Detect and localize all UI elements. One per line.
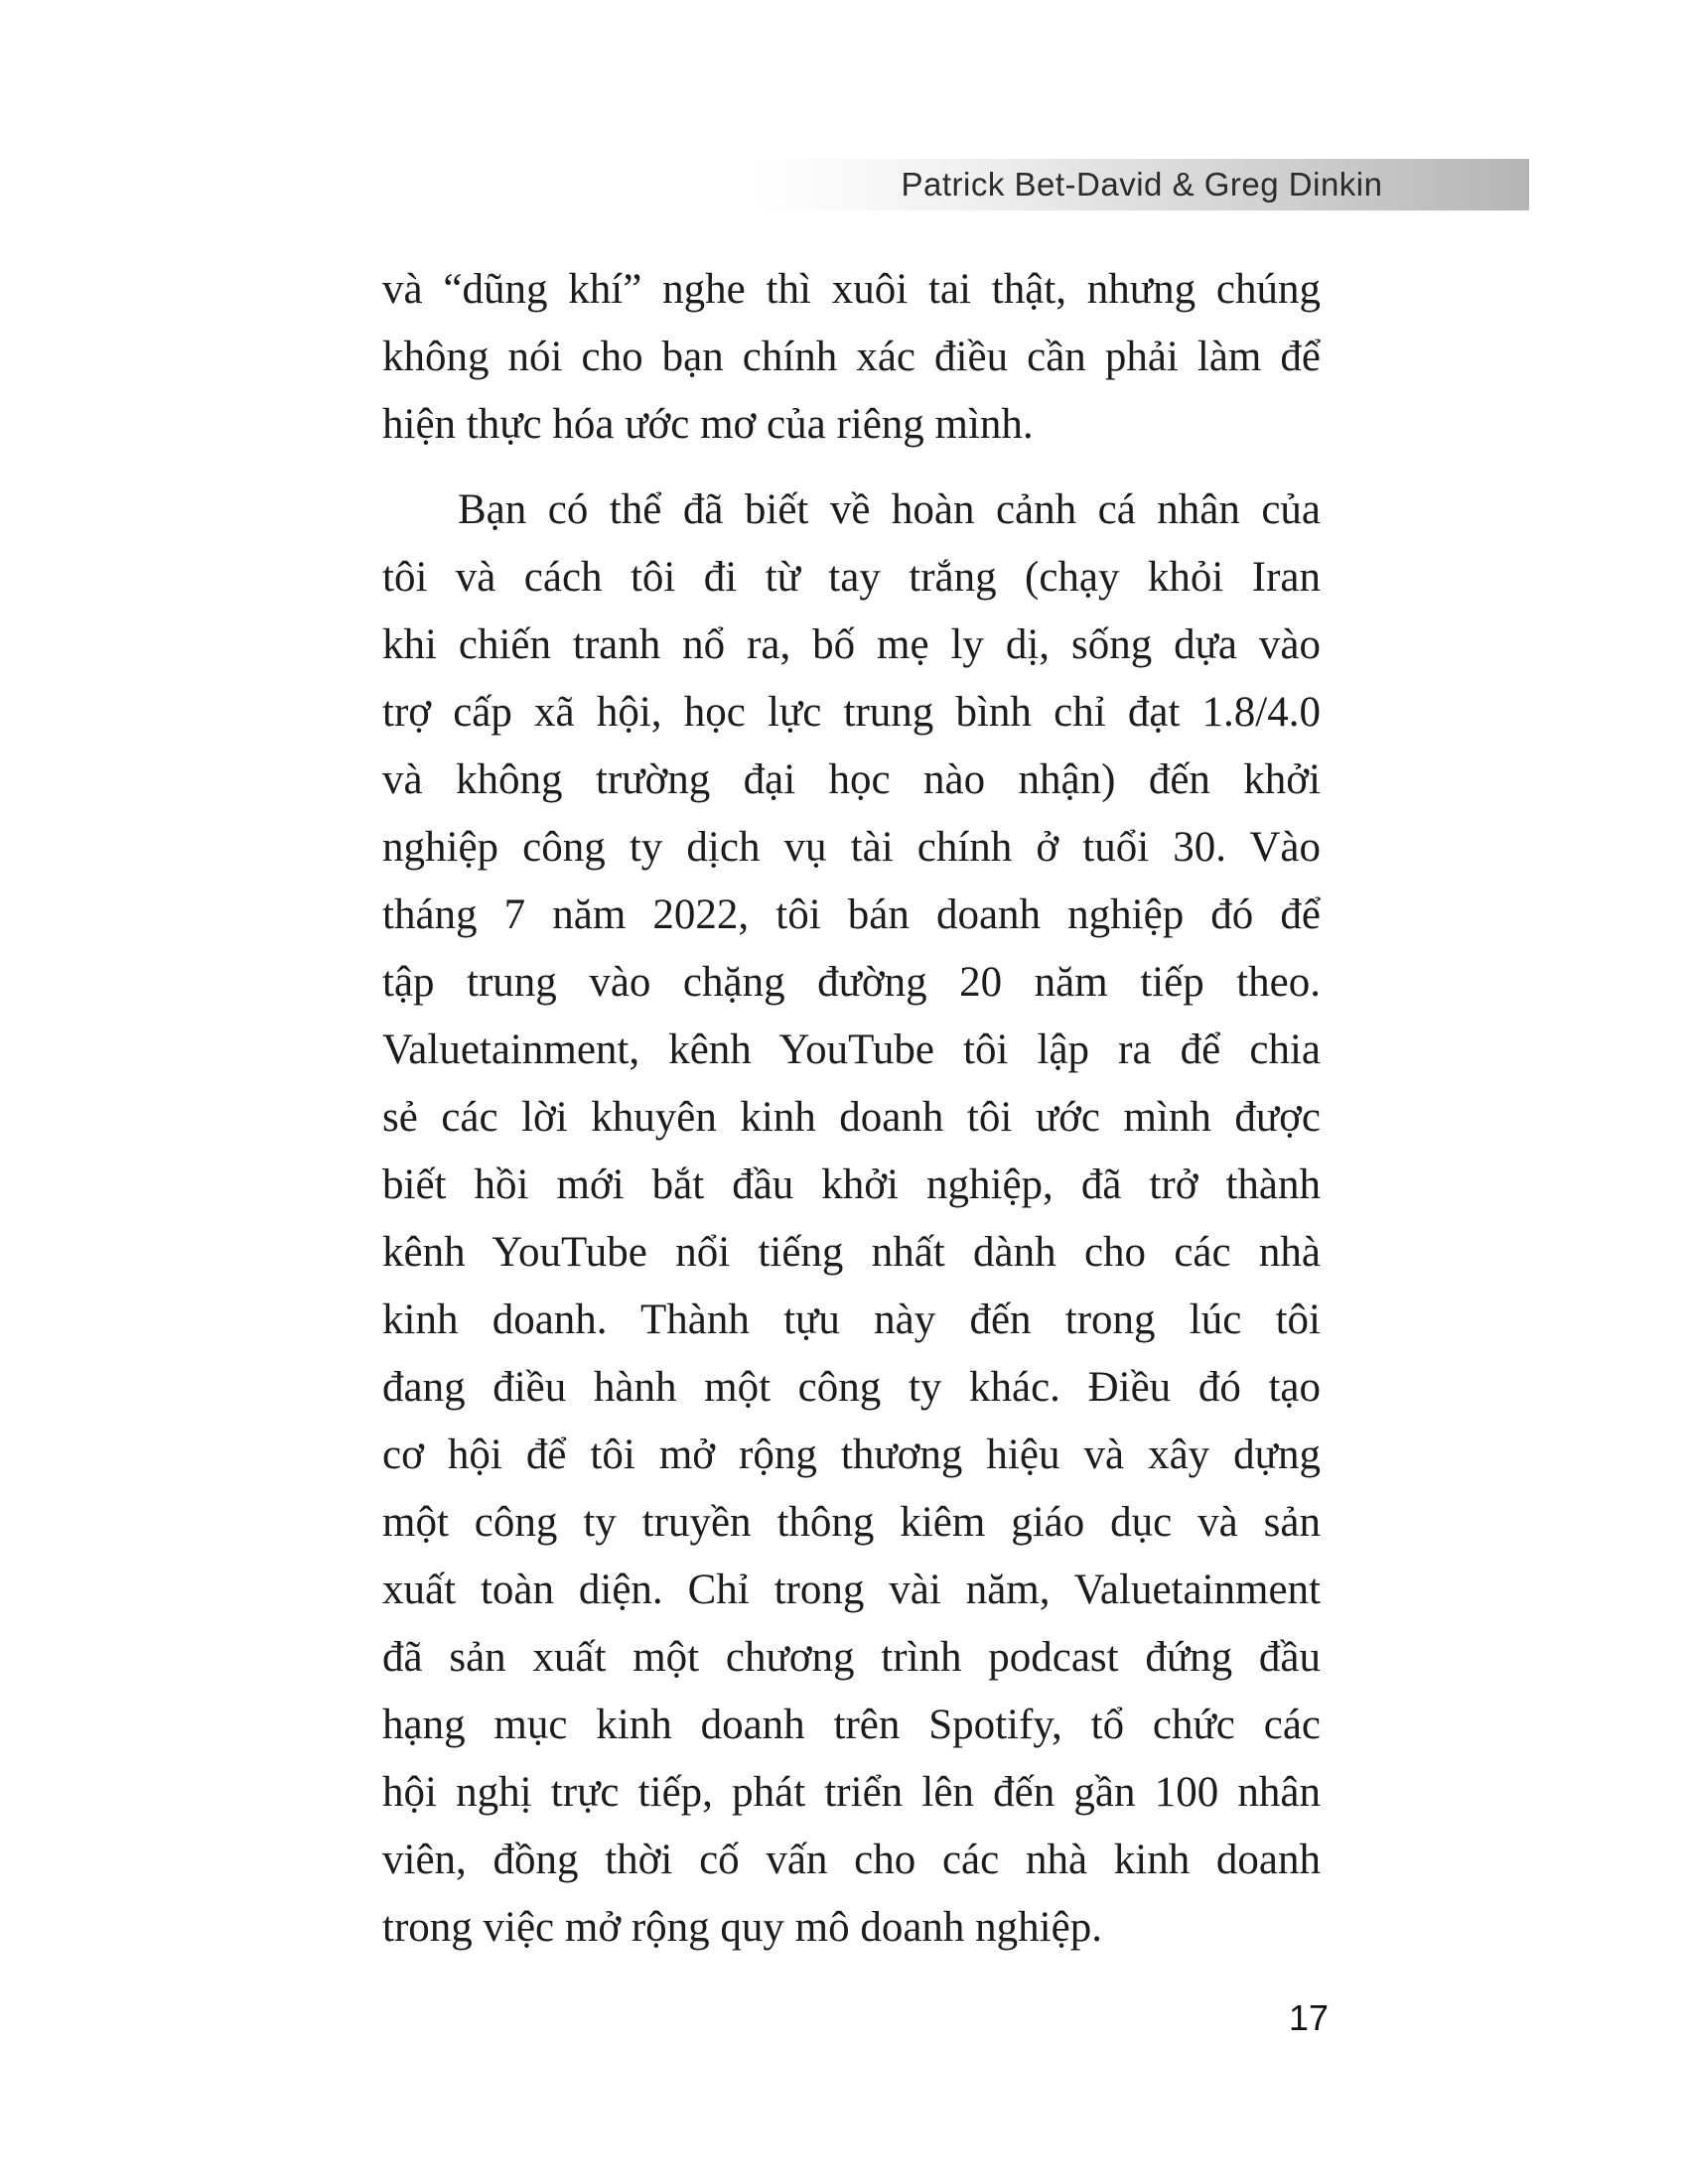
text-line: kênh YouTube nổi tiếng nhất dành cho các nhà: [382, 1229, 1321, 1276]
text-line: sẻ các lời khuyên kinh doanh tôi ước mình được: [382, 1094, 1321, 1141]
text-line: không nói cho bạn chính xác điều cần phải làm để: [382, 334, 1321, 380]
paragraph: [382, 477, 1321, 1962]
text-line: và “dũng khí” nghe thì xuôi tai thật, nhưng chúng: [382, 266, 1321, 313]
text-line: nghiệp công ty dịch vụ tài chính ở tuổi 30. Vào: [382, 824, 1321, 871]
text-line: tập trung vào chặng đường 20 năm tiếp theo.: [382, 959, 1321, 1006]
paragraph: [382, 256, 1321, 459]
running-header-bar: [755, 159, 1529, 210]
text-line: cơ hội để tôi mở rộng thương hiệu và xây dựng: [382, 1432, 1321, 1478]
page-number: 17: [1288, 1997, 1329, 2038]
text-line: tôi và cách tôi đi từ tay trắng (chạy khỏi Iran: [382, 554, 1321, 601]
text-line: và không trường đại học nào nhận) đến khởi: [382, 756, 1321, 803]
text-line: Bạn có thể đã biết về hoàn cảnh cá nhân của: [458, 486, 1321, 533]
text-line: tháng 7 năm 2022, tôi bán doanh nghiệp đó để: [382, 891, 1321, 938]
text-line: trong việc mở rộng quy mô doanh nghiệp.: [382, 1904, 1102, 1951]
text-line: đang điều hành một công ty khác. Điều đó tạo: [382, 1364, 1321, 1411]
text-line: Valuetainment, kênh YouTube tôi lập ra để chia: [382, 1026, 1321, 1073]
text-line: khi chiến tranh nổ ra, bố mẹ ly dị, sống dựa vào: [382, 621, 1321, 668]
text-line: hạng mục kinh doanh trên Spotify, tổ chức các: [382, 1702, 1321, 1748]
running-header-authors: Patrick Bet-David & Greg Dinkin: [901, 166, 1383, 203]
text-line: kinh doanh. Thành tựu này đến trong lúc tôi: [382, 1297, 1321, 1343]
text-line: đã sản xuất một chương trình podcast đứng đầu: [382, 1634, 1321, 1681]
page-body: [382, 256, 1321, 1962]
text-line: một công ty truyền thông kiêm giáo dục và sản: [382, 1499, 1321, 1546]
text-line: viên, đồng thời cố vấn cho các nhà kinh doanh: [382, 1837, 1321, 1883]
text-line: hiện thực hóa ước mơ của riêng mình.: [382, 401, 1034, 448]
text-line: biết hồi mới bắt đầu khởi nghiệp, đã trở thành: [382, 1161, 1321, 1208]
text-line: xuất toàn diện. Chỉ trong vài năm, Valuetainment: [382, 1567, 1321, 1613]
text-line: hội nghị trực tiếp, phát triển lên đến gần 100 nhân: [382, 1769, 1321, 1816]
text-line: trợ cấp xã hội, học lực trung bình chỉ đạt 1.8/4.0: [382, 689, 1321, 736]
